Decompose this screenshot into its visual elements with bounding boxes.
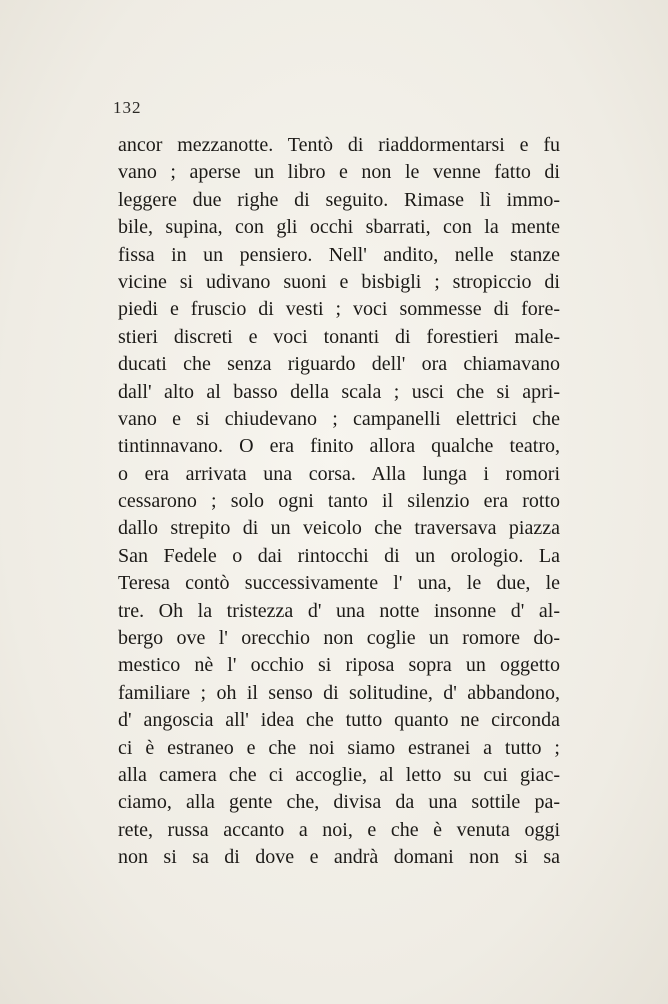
text-line: rete, russa accanto a noi, e che è venuta oggi [118, 818, 560, 841]
text-line: bile, supina, con gli occhi sbarrati, con la mente [118, 216, 560, 239]
text-line: bergo ove l' orecchio non coglie un romore do- [118, 627, 560, 650]
text-line: fissa in un pensiero. Nell' andito, nelle stanze [118, 243, 560, 266]
text-line: vano e si chiudevano ; campanelli elettrici che [118, 407, 560, 430]
text-line: o era arrivata una corsa. Alla lunga i romori [118, 462, 560, 485]
text-line: dallo strepito di un veicolo che traversava piazza [118, 517, 560, 540]
text-line: cessarono ; solo ogni tanto il silenzio era rotto [118, 490, 560, 513]
text-line: alla camera che ci accoglie, al letto su cui giac- [118, 763, 560, 786]
text-line: non si sa di dove e andrà domani non si sa [118, 846, 560, 869]
text-line: dall' alto al basso della scala ; usci che si apri- [118, 380, 560, 403]
text-line: vano ; aperse un libro e non le venne fatto di [118, 161, 560, 184]
text-line: tintinnavano. O era finito allora qualche teatro, [118, 435, 560, 458]
text-line: stieri discreti e voci tonanti di forestieri male- [118, 325, 560, 348]
text-line: d' angoscia all' idea che tutto quanto ne circonda [118, 709, 560, 732]
text-line: ciamo, alla gente che, divisa da una sottile pa- [118, 791, 560, 814]
text-line: familiare ; oh il senso di solitudine, d' abbandono, [118, 681, 560, 704]
text-line: vicine si udivano suoni e bisbigli ; stropiccio di [118, 270, 560, 293]
body-text [118, 132, 560, 872]
text-line: leggere due righe di seguito. Rimase lì immo- [118, 188, 560, 211]
text-line: ancor mezzanotte. Tentò di riaddormentarsi e fu [118, 134, 560, 156]
text-line: mestico nè l' occhio si riposa sopra un oggetto [118, 654, 560, 677]
page-number: 132 [113, 98, 142, 117]
text-line: Teresa contò successivamente l' una, le due, le [118, 572, 560, 595]
text-line: San Fedele o dai rintocchi di un orologio. La [118, 544, 560, 567]
text-line: ci è estraneo e che noi siamo estranei a tutto ; [118, 736, 560, 759]
text-line: piedi e fruscio di vesti ; voci sommesse di fore- [118, 298, 560, 321]
text-line: ducati che senza riguardo dell' ora chiamavano [118, 353, 560, 376]
text-line: tre. Oh la tristezza d' una notte insonne d' al- [118, 599, 560, 622]
